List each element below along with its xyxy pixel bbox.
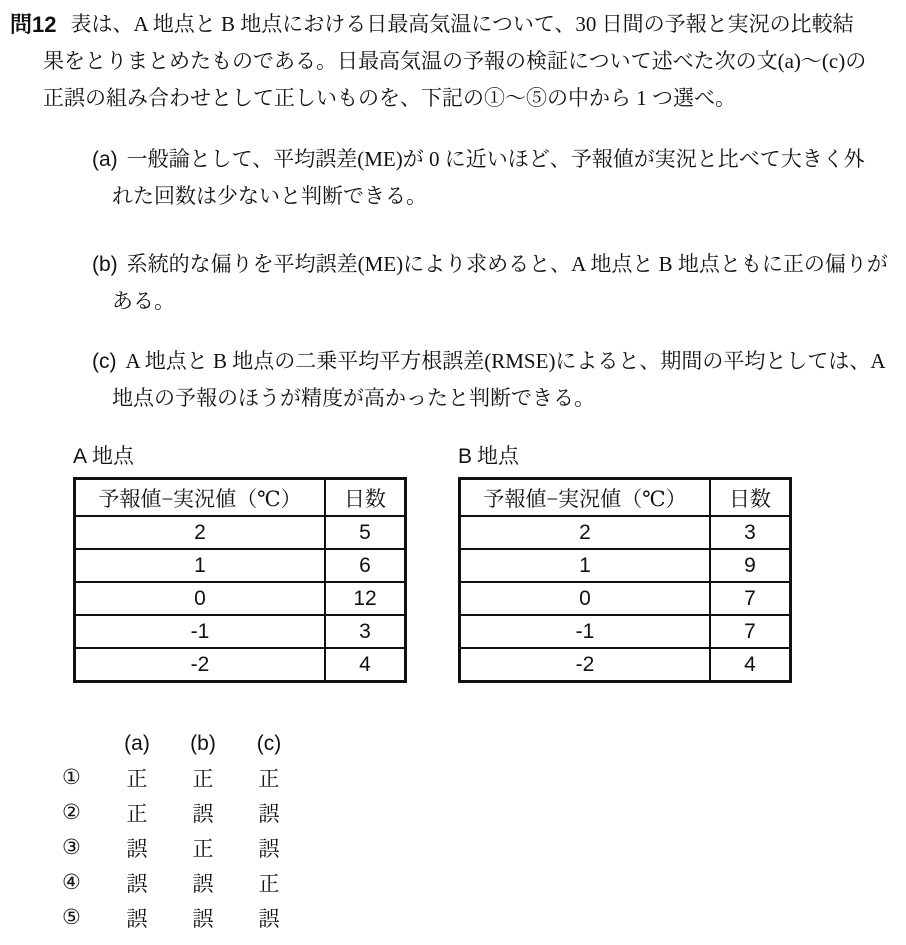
table-row bbox=[460, 582, 791, 615]
answer-choices bbox=[62, 727, 302, 935]
statement-a bbox=[92, 141, 898, 215]
days-value: 12 bbox=[325, 582, 406, 615]
statement-b bbox=[92, 246, 898, 320]
question-number: 問12 bbox=[10, 12, 57, 37]
days-value: 4 bbox=[325, 648, 406, 682]
verdict-a: 正 bbox=[126, 766, 148, 791]
verdict-a: 正 bbox=[126, 801, 148, 826]
diff-value: 0 bbox=[460, 582, 711, 615]
site-a-section bbox=[73, 444, 407, 683]
table-row bbox=[75, 516, 406, 549]
answer-option-2 bbox=[62, 795, 302, 830]
days-value: 9 bbox=[710, 549, 791, 582]
site-b-section bbox=[458, 444, 792, 683]
verdict-c: 誤 bbox=[258, 801, 280, 826]
verdict-b: 誤 bbox=[192, 801, 214, 826]
table-row bbox=[460, 648, 791, 682]
choices-header-c: (c) bbox=[256, 731, 282, 755]
option-number-icon: ④ bbox=[62, 870, 81, 894]
question-text-line-1: 表は、A 地点と B 地点における日最高気温について、30 日間の予報と実況の比較結 bbox=[70, 12, 854, 36]
statement-c-line-1 bbox=[92, 343, 898, 380]
answer-option-5 bbox=[62, 900, 302, 935]
verdict-b: 誤 bbox=[192, 906, 214, 931]
option-number-icon: ② bbox=[62, 800, 81, 824]
verdict-a: 誤 bbox=[126, 836, 148, 861]
statement-c bbox=[92, 343, 898, 417]
choices-header-a: (a) bbox=[124, 731, 150, 755]
statement-c-label: (c) bbox=[92, 350, 117, 373]
site-a-suffix: 地点 bbox=[92, 444, 135, 468]
answer-option-1 bbox=[62, 760, 302, 795]
verdict-b: 正 bbox=[192, 836, 214, 861]
statement-c-text-1: A 地点と B 地点の二乗平均平方根誤差(RMSE)によると、期間の平均としては、A bbox=[125, 349, 886, 373]
site-b-label bbox=[458, 444, 792, 469]
answer-option-3 bbox=[62, 830, 302, 865]
days-value: 3 bbox=[325, 615, 406, 648]
site-b-letter: B bbox=[458, 445, 473, 468]
option-number-icon: ③ bbox=[62, 835, 81, 859]
site-a-letter: A bbox=[73, 445, 88, 468]
question-text-line-3: 正誤の組み合わせとして正しいものを、下記の①～⑤の中から 1 つ選べ。 bbox=[43, 86, 736, 110]
statement-b-text-2: ある。 bbox=[112, 289, 175, 313]
verdict-c: 正 bbox=[258, 766, 280, 791]
verdict-c: 誤 bbox=[258, 906, 280, 931]
days-value: 3 bbox=[710, 516, 791, 549]
option-number-icon: ⑤ bbox=[62, 905, 81, 929]
site-b-column-header-days: 日数 bbox=[710, 479, 791, 517]
verdict-b: 正 bbox=[192, 766, 214, 791]
days-value: 4 bbox=[710, 648, 791, 682]
diff-value: 1 bbox=[460, 549, 711, 582]
site-b-column-header-diff: 予報値−実況値（℃） bbox=[460, 479, 711, 517]
diff-value: 2 bbox=[460, 516, 711, 549]
option-number-icon: ① bbox=[62, 765, 81, 789]
statement-a-label: (a) bbox=[92, 148, 118, 171]
statement-c-text-2: 地点の予報のほうが精度が高かったと判断できる。 bbox=[112, 386, 595, 410]
diff-value: 2 bbox=[75, 516, 326, 549]
statement-b-text-1: 系統的な偏りを平均誤差(ME)により求めると、A 地点と B 地点ともに正の偏りが bbox=[126, 252, 888, 276]
days-value: 5 bbox=[325, 516, 406, 549]
question-block bbox=[10, 6, 898, 117]
site-a-column-header-diff: 予報値−実況値（℃） bbox=[75, 479, 326, 517]
table-row bbox=[75, 549, 406, 582]
table-row bbox=[75, 648, 406, 682]
table-row bbox=[460, 549, 791, 582]
site-b-header-row bbox=[460, 479, 791, 517]
days-value: 7 bbox=[710, 615, 791, 648]
site-b-suffix: 地点 bbox=[477, 444, 520, 468]
diff-value: -2 bbox=[75, 648, 326, 682]
question-line-1 bbox=[10, 6, 898, 43]
diff-value: 1 bbox=[75, 549, 326, 582]
answer-option-4 bbox=[62, 865, 302, 900]
verdict-b: 誤 bbox=[192, 871, 214, 896]
statement-a-text-1: 一般論として、平均誤差(ME)が 0 に近いほど、予報値が実況と比べて大きく外 bbox=[126, 147, 865, 171]
question-text-line-2: 果をとりまとめたものである。日最高気温の予報の検証について述べた次の文(a)～(c)の bbox=[43, 49, 867, 73]
table-row bbox=[460, 615, 791, 648]
diff-value: -2 bbox=[460, 648, 711, 682]
days-value: 6 bbox=[325, 549, 406, 582]
statement-a-text-2: れた回数は少ないと判断できる。 bbox=[112, 184, 427, 208]
statement-b-label: (b) bbox=[92, 253, 118, 276]
site-a-header-row bbox=[75, 479, 406, 517]
site-a-table bbox=[73, 477, 407, 683]
diff-value: -1 bbox=[75, 615, 326, 648]
table-row bbox=[460, 516, 791, 549]
table-row bbox=[75, 615, 406, 648]
verdict-c: 誤 bbox=[258, 836, 280, 861]
site-b-table bbox=[458, 477, 792, 683]
verdict-a: 誤 bbox=[126, 906, 148, 931]
site-a-label bbox=[73, 444, 407, 469]
days-value: 7 bbox=[710, 582, 791, 615]
verdict-c: 正 bbox=[258, 871, 280, 896]
table-row bbox=[75, 582, 406, 615]
statement-b-line-1 bbox=[92, 246, 898, 283]
verdict-a: 誤 bbox=[126, 871, 148, 896]
choices-header-b: (b) bbox=[190, 731, 216, 755]
choices-header-row bbox=[62, 727, 302, 760]
diff-value: 0 bbox=[75, 582, 326, 615]
statement-a-line-1 bbox=[92, 141, 898, 178]
diff-value: -1 bbox=[460, 615, 711, 648]
site-a-column-header-days: 日数 bbox=[325, 479, 406, 517]
